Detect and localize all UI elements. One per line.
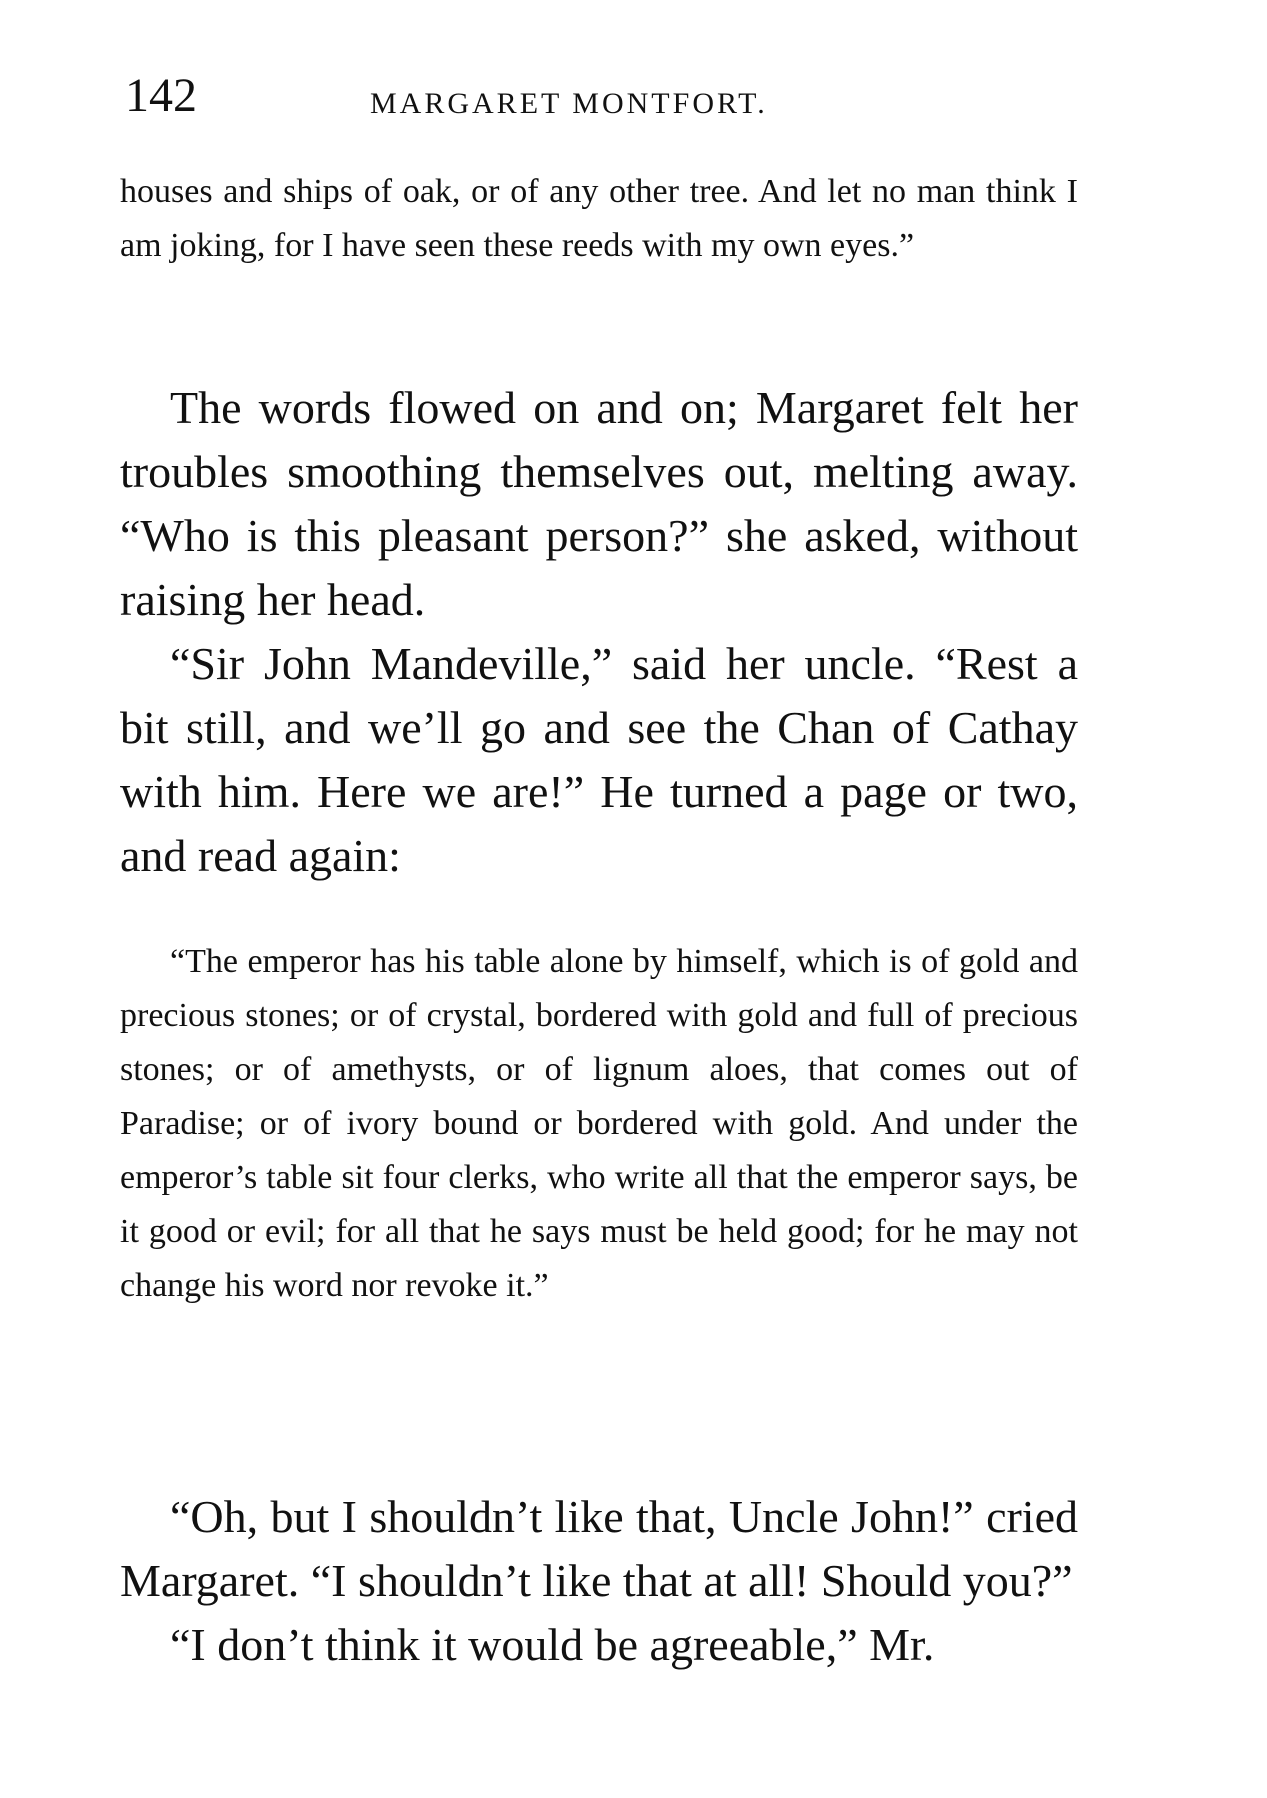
narrative-block-1 — [120, 376, 1078, 888]
running-title: MARGARET MONTFORT. — [370, 87, 768, 120]
narrative-block-2 — [120, 1485, 1078, 1677]
quote-text: “The emperor has his table alone by himself, which is of gold and precious stones; or of crystal, bordered with gold and full of precious stones; or of amethysts, or of lignum aloes, that comes out of Paradise; or of ivory bound or bordered with gold. And under the emperor’s table sit four clerks, who write all that the emperor says, be it good or evil; for all that he says must be held good; for he may not change his word nor revoke it.” — [120, 943, 1078, 1304]
running-head — [125, 68, 1078, 128]
page-number: 142 — [125, 69, 197, 122]
paragraph: “Oh, but I shouldn’t like that, Uncle John!” cried Margaret. “I shouldn’t like that at all! Should you?” — [120, 1491, 1078, 1606]
quoted-passage-1 — [120, 165, 1078, 273]
quote-text: houses and ships of oak, or of any other tree. And let no man think I am joking, for I have seen these reeds with my own eyes.” — [120, 173, 1078, 264]
paragraph: “Sir John Mandeville,” said her uncle. “Rest a bit still, and we’ll go and see the Chan of Cathay with him. Here we are!” He turned a page or two, and read again: — [120, 638, 1078, 881]
quoted-passage-2 — [120, 935, 1078, 1313]
paragraph: The words flowed on and on; Margaret felt her troubles smoothing themselves out, melting away. “Who is this pleasant person?” she asked, without raising her head. — [120, 382, 1078, 625]
paragraph: “I don’t think it would be agreeable,” Mr. — [170, 1619, 935, 1670]
